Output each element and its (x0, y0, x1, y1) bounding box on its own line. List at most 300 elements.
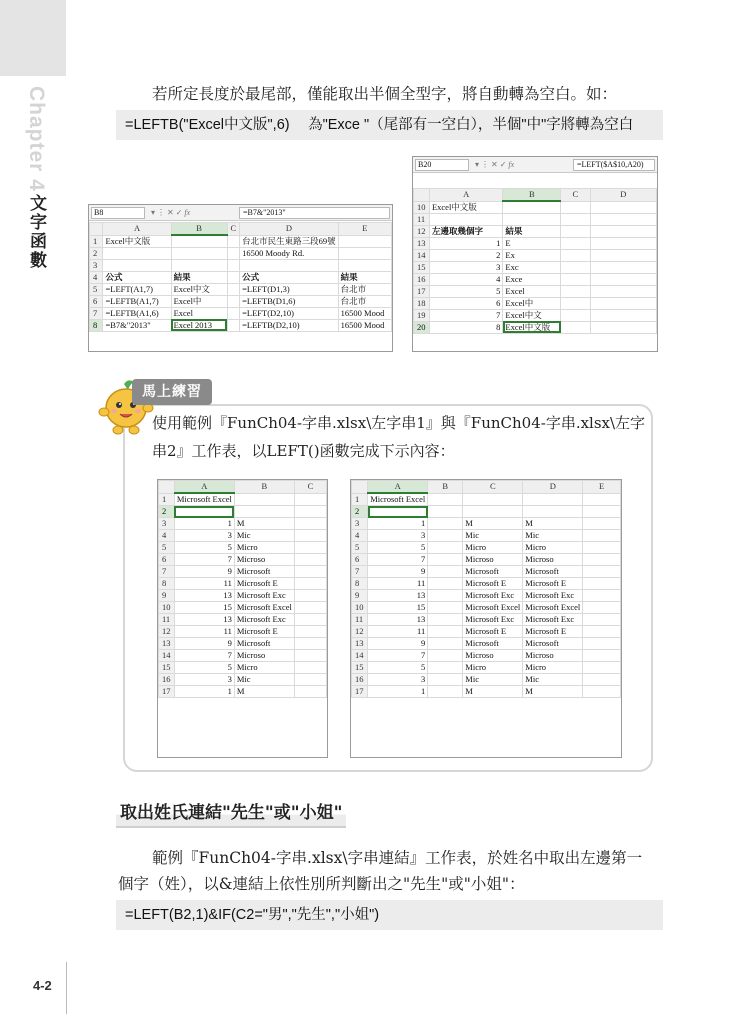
cell[interactable] (583, 638, 621, 650)
cell[interactable]: Microso (463, 650, 523, 662)
cell[interactable] (428, 602, 463, 614)
column-header[interactable]: C (227, 223, 240, 236)
row-header[interactable]: 8 (90, 319, 103, 331)
column-header[interactable]: B (171, 223, 227, 236)
cell[interactable] (428, 638, 463, 650)
column-header[interactable]: D (590, 189, 656, 202)
row-header[interactable]: 1 (90, 235, 103, 247)
row-header[interactable]: 1 (352, 493, 368, 506)
cell[interactable]: Exce (503, 273, 561, 285)
cell[interactable] (561, 309, 590, 321)
cell[interactable] (428, 626, 463, 638)
cell[interactable] (523, 506, 583, 518)
row-header[interactable]: 5 (352, 542, 368, 554)
cell[interactable]: 公式 (103, 271, 171, 283)
cell[interactable]: Microsoft E (463, 626, 523, 638)
cell[interactable]: 1 (368, 686, 428, 698)
cell[interactable]: Mic (234, 674, 294, 686)
cell[interactable] (227, 247, 240, 259)
cell[interactable] (294, 518, 326, 530)
select-all-corner[interactable] (159, 481, 175, 494)
cell[interactable]: 7 (368, 650, 428, 662)
cell[interactable] (561, 213, 590, 225)
cell[interactable] (338, 247, 391, 259)
cell[interactable]: Microsoft Exc (463, 614, 523, 626)
cell[interactable] (174, 506, 234, 518)
cell[interactable]: 3 (174, 674, 234, 686)
row-header[interactable]: 11 (414, 213, 430, 225)
row-header[interactable]: 2 (90, 247, 103, 259)
cell[interactable]: Microsoft (463, 638, 523, 650)
row-header[interactable]: 18 (414, 297, 430, 309)
cell[interactable]: Microsoft (234, 638, 294, 650)
row-header[interactable]: 13 (352, 638, 368, 650)
cell[interactable]: 15 (368, 602, 428, 614)
cell[interactable]: 3 (174, 530, 234, 542)
row-header[interactable]: 3 (352, 518, 368, 530)
cell[interactable]: =LEFTB(A1,7) (103, 295, 171, 307)
cell[interactable]: Micro (523, 542, 583, 554)
cell[interactable]: Ex (503, 249, 561, 261)
row-header[interactable]: 20 (414, 321, 430, 333)
column-header[interactable]: E (583, 481, 621, 494)
cell[interactable]: E (503, 237, 561, 249)
cell[interactable] (294, 493, 326, 506)
column-header[interactable]: B (234, 481, 294, 494)
cell[interactable]: 13 (368, 614, 428, 626)
column-header[interactable]: E (338, 223, 391, 236)
row-header[interactable]: 16 (352, 674, 368, 686)
cell[interactable] (294, 506, 326, 518)
column-header[interactable]: A (368, 481, 428, 494)
cell[interactable]: 1 (174, 686, 234, 698)
cell[interactable]: 9 (174, 566, 234, 578)
cell[interactable]: Excel中 (503, 297, 561, 309)
row-header[interactable]: 17 (352, 686, 368, 698)
row-header[interactable]: 15 (352, 662, 368, 674)
cell[interactable]: 13 (174, 614, 234, 626)
cell[interactable]: 13 (174, 590, 234, 602)
row-header[interactable]: 15 (159, 662, 175, 674)
cell[interactable]: M (463, 686, 523, 698)
row-header[interactable]: 15 (414, 261, 430, 273)
cell[interactable] (227, 259, 240, 271)
column-header[interactable]: B (503, 189, 561, 202)
cell[interactable]: 5 (174, 662, 234, 674)
cell[interactable] (294, 590, 326, 602)
cell[interactable]: Microsoft E (523, 626, 583, 638)
cell[interactable] (590, 237, 656, 249)
cell[interactable]: Microsoft (234, 566, 294, 578)
cell[interactable]: =LEFTB(D1,6) (240, 295, 339, 307)
select-all-corner[interactable] (90, 223, 103, 236)
cell[interactable] (583, 602, 621, 614)
row-header[interactable]: 10 (414, 201, 430, 213)
cell[interactable] (294, 686, 326, 698)
cell[interactable] (227, 271, 240, 283)
cell[interactable] (523, 493, 583, 506)
cell[interactable] (583, 662, 621, 674)
cell[interactable] (428, 542, 463, 554)
cell[interactable]: 台北市 (338, 283, 391, 295)
row-header[interactable]: 17 (159, 686, 175, 698)
cell[interactable] (428, 566, 463, 578)
cell[interactable] (338, 235, 391, 247)
cell[interactable] (294, 650, 326, 662)
row-header[interactable]: 4 (90, 271, 103, 283)
cell[interactable] (294, 530, 326, 542)
cell[interactable]: Micro (523, 662, 583, 674)
cell[interactable] (561, 321, 590, 333)
cell[interactable] (103, 247, 171, 259)
cell[interactable]: =B7&"2013" (103, 319, 171, 331)
cell[interactable]: Micro (463, 542, 523, 554)
cell[interactable] (227, 319, 240, 331)
cell[interactable]: Microsoft E (234, 626, 294, 638)
cell[interactable]: 3 (429, 261, 502, 273)
row-header[interactable]: 9 (352, 590, 368, 602)
cell[interactable] (294, 614, 326, 626)
cell[interactable] (227, 235, 240, 247)
cell[interactable] (368, 506, 428, 518)
cell[interactable]: 9 (368, 566, 428, 578)
cell[interactable] (294, 662, 326, 674)
cell[interactable]: Microsoft Excel (523, 602, 583, 614)
cell[interactable]: 11 (368, 578, 428, 590)
cell[interactable]: Exc (503, 261, 561, 273)
cell[interactable]: 8 (429, 321, 502, 333)
cell[interactable] (561, 297, 590, 309)
cell[interactable] (171, 235, 227, 247)
cell[interactable] (294, 602, 326, 614)
row-header[interactable]: 7 (90, 307, 103, 319)
row-header[interactable]: 6 (90, 295, 103, 307)
row-header[interactable]: 1 (159, 493, 175, 506)
column-header[interactable]: A (103, 223, 171, 236)
cell[interactable] (428, 674, 463, 686)
cell[interactable] (583, 578, 621, 590)
cell[interactable]: Microsoft E (523, 578, 583, 590)
cell[interactable]: Micro (463, 662, 523, 674)
column-header[interactable]: C (294, 481, 326, 494)
cell[interactable] (227, 295, 240, 307)
cell[interactable] (428, 662, 463, 674)
cell[interactable] (294, 542, 326, 554)
cell[interactable]: Mic (523, 530, 583, 542)
cell[interactable] (583, 506, 621, 518)
cell[interactable]: Microsoft Excel (368, 493, 428, 506)
cell[interactable]: Excel中文版 (503, 321, 561, 333)
cell[interactable] (583, 686, 621, 698)
cell[interactable] (234, 506, 294, 518)
row-header[interactable]: 12 (414, 225, 430, 237)
cell[interactable]: M (234, 686, 294, 698)
cell[interactable]: 7 (174, 650, 234, 662)
cell[interactable]: 7 (174, 554, 234, 566)
cell[interactable]: M (523, 518, 583, 530)
formula-input[interactable]: =LEFT($A$10,A20) (573, 159, 655, 171)
row-header[interactable]: 6 (352, 554, 368, 566)
cell[interactable]: Mic (523, 674, 583, 686)
cell[interactable]: =LEFT(D2,10) (240, 307, 339, 319)
cell[interactable]: 1 (368, 518, 428, 530)
row-header[interactable]: 4 (352, 530, 368, 542)
cell[interactable]: =LEFTB(D2,10) (240, 319, 339, 331)
column-header[interactable]: A (429, 189, 502, 202)
cell[interactable]: 左邊取幾個字 (429, 225, 502, 237)
column-header[interactable]: A (174, 481, 234, 494)
cell[interactable]: 15 (174, 602, 234, 614)
cell[interactable] (463, 506, 523, 518)
cell[interactable]: 台北市民生東路三段69號 (240, 235, 339, 247)
cell[interactable] (294, 626, 326, 638)
cell[interactable]: Excel中文 (503, 309, 561, 321)
cell[interactable]: Excel中 (171, 295, 227, 307)
cell[interactable]: 11 (174, 578, 234, 590)
name-box[interactable]: B20 (415, 159, 469, 171)
select-all-corner[interactable] (414, 189, 430, 202)
row-header[interactable]: 17 (414, 285, 430, 297)
name-box[interactable]: B8 (91, 207, 145, 219)
cell[interactable] (428, 650, 463, 662)
cell[interactable] (561, 225, 590, 237)
cell[interactable] (234, 493, 294, 506)
cell[interactable]: 5 (368, 542, 428, 554)
cell[interactable]: Excel中文版 (429, 201, 502, 213)
formula-input[interactable]: =B7&"2013" (239, 207, 390, 219)
cell[interactable] (590, 321, 656, 333)
row-header[interactable]: 12 (352, 626, 368, 638)
cell[interactable] (583, 650, 621, 662)
cell[interactable] (240, 259, 339, 271)
cell[interactable] (561, 201, 590, 213)
row-header[interactable]: 19 (414, 309, 430, 321)
cell[interactable] (590, 273, 656, 285)
cell[interactable] (428, 506, 463, 518)
cell[interactable] (428, 554, 463, 566)
cell[interactable] (294, 674, 326, 686)
row-header[interactable]: 3 (159, 518, 175, 530)
cell[interactable]: 結果 (171, 271, 227, 283)
cell[interactable]: 結果 (338, 271, 391, 283)
cell[interactable]: 台北市 (338, 295, 391, 307)
cell[interactable] (590, 213, 656, 225)
cell[interactable] (428, 493, 463, 506)
cell[interactable] (583, 493, 621, 506)
cell[interactable]: 11 (174, 626, 234, 638)
cell[interactable] (561, 273, 590, 285)
sheet-grid (89, 222, 392, 332)
cell[interactable] (294, 566, 326, 578)
cell[interactable]: Microsoft (523, 566, 583, 578)
cell[interactable] (590, 285, 656, 297)
cell[interactable] (590, 309, 656, 321)
cell[interactable]: 16500 Mood (338, 307, 391, 319)
cell[interactable] (428, 530, 463, 542)
row-header[interactable]: 5 (159, 542, 175, 554)
column-header[interactable]: B (428, 481, 463, 494)
cell[interactable]: Microso (523, 554, 583, 566)
row-header[interactable]: 13 (414, 237, 430, 249)
cell[interactable]: 4 (429, 273, 502, 285)
cell[interactable] (428, 578, 463, 590)
cell[interactable] (428, 590, 463, 602)
row-header[interactable]: 4 (159, 530, 175, 542)
row-header[interactable]: 5 (90, 283, 103, 295)
cell[interactable] (583, 614, 621, 626)
cell[interactable]: 1 (174, 518, 234, 530)
cell[interactable] (428, 614, 463, 626)
cell[interactable] (590, 249, 656, 261)
cell[interactable] (294, 638, 326, 650)
row-header[interactable]: 14 (352, 650, 368, 662)
row-header[interactable]: 12 (159, 626, 175, 638)
cell[interactable]: 7 (368, 554, 428, 566)
cell[interactable]: Microsoft E (234, 578, 294, 590)
cell[interactable]: Micro (234, 662, 294, 674)
cell[interactable] (171, 259, 227, 271)
cell[interactable]: Excel (503, 285, 561, 297)
row-header[interactable]: 16 (414, 273, 430, 285)
cell[interactable]: Microso (234, 650, 294, 662)
cell[interactable] (294, 578, 326, 590)
cell[interactable] (503, 213, 561, 225)
cell[interactable]: M (523, 686, 583, 698)
cell[interactable] (428, 686, 463, 698)
row-header[interactable]: 7 (352, 566, 368, 578)
row-header[interactable]: 2 (159, 506, 175, 518)
cell[interactable] (583, 626, 621, 638)
cell[interactable]: Microsoft Exc (234, 614, 294, 626)
cell[interactable]: Micro (234, 542, 294, 554)
cell[interactable]: 3 (368, 674, 428, 686)
cell[interactable] (583, 542, 621, 554)
cell[interactable]: 5 (174, 542, 234, 554)
row-header[interactable]: 16 (159, 674, 175, 686)
cell[interactable] (561, 249, 590, 261)
cell[interactable]: 1 (429, 237, 502, 249)
cell[interactable] (561, 261, 590, 273)
cell[interactable] (227, 307, 240, 319)
column-header[interactable]: C (561, 189, 590, 202)
cell[interactable]: Microsoft Exc (234, 590, 294, 602)
cell[interactable] (428, 518, 463, 530)
cell[interactable]: 5 (368, 662, 428, 674)
cell[interactable] (294, 554, 326, 566)
cell[interactable]: 16500 Moody Rd. (240, 247, 339, 259)
cell[interactable] (429, 213, 502, 225)
cell[interactable]: 11 (368, 626, 428, 638)
cell[interactable]: =LEFT(D1,3) (240, 283, 339, 295)
cell[interactable]: Microsoft (463, 566, 523, 578)
cell[interactable] (171, 247, 227, 259)
cell[interactable]: 2 (429, 249, 502, 261)
cell[interactable] (583, 674, 621, 686)
row-header[interactable]: 9 (159, 590, 175, 602)
row-header[interactable]: 10 (352, 602, 368, 614)
cell[interactable] (503, 201, 561, 213)
cell[interactable]: 結果 (503, 225, 561, 237)
cell[interactable]: Microsoft Exc (523, 590, 583, 602)
row-header[interactable]: 11 (159, 614, 175, 626)
cell[interactable]: =LEFTB(A1,6) (103, 307, 171, 319)
cell[interactable]: M (234, 518, 294, 530)
cell[interactable]: Microsoft (523, 638, 583, 650)
cell[interactable]: 13 (368, 590, 428, 602)
column-header[interactable]: D (240, 223, 339, 236)
cell[interactable]: =LEFT(A1,7) (103, 283, 171, 295)
cell[interactable]: 9 (368, 638, 428, 650)
cell[interactable]: 7 (429, 309, 502, 321)
cell[interactable] (590, 201, 656, 213)
cell[interactable] (227, 283, 240, 295)
cell[interactable]: Microsoft Exc (523, 614, 583, 626)
cell[interactable]: Microsoft Excel (174, 493, 234, 506)
cell[interactable] (583, 590, 621, 602)
cell[interactable] (338, 259, 391, 271)
cell[interactable] (583, 554, 621, 566)
cell[interactable]: Mic (234, 530, 294, 542)
row-header[interactable]: 8 (159, 578, 175, 590)
cell[interactable]: Microso (523, 650, 583, 662)
column-header[interactable]: C (463, 481, 523, 494)
row-header[interactable]: 6 (159, 554, 175, 566)
cell[interactable] (561, 285, 590, 297)
cell[interactable]: 5 (429, 285, 502, 297)
cell[interactable]: 16500 Mood (338, 319, 391, 331)
cell[interactable]: Microsoft Exc (463, 590, 523, 602)
cell[interactable]: Mic (463, 530, 523, 542)
cell[interactable] (590, 297, 656, 309)
cell[interactable] (590, 225, 656, 237)
row-header[interactable]: 11 (352, 614, 368, 626)
cell[interactable] (583, 566, 621, 578)
row-header[interactable]: 14 (159, 650, 175, 662)
cell[interactable]: 公式 (240, 271, 339, 283)
cell[interactable]: Microsoft Excel (234, 602, 294, 614)
cell[interactable] (463, 493, 523, 506)
cell[interactable]: Excel (171, 307, 227, 319)
cell[interactable]: Mic (463, 674, 523, 686)
cell[interactable] (103, 259, 171, 271)
column-header[interactable]: D (523, 481, 583, 494)
cell[interactable]: Microsoft E (463, 578, 523, 590)
row-header[interactable]: 13 (159, 638, 175, 650)
cell[interactable]: Excel中文 (171, 283, 227, 295)
cell[interactable]: Microsoft Excel (463, 602, 523, 614)
row-header[interactable]: 7 (159, 566, 175, 578)
row-header[interactable]: 14 (414, 249, 430, 261)
row-header[interactable]: 2 (352, 506, 368, 518)
cell[interactable]: M (463, 518, 523, 530)
cell[interactable] (583, 518, 621, 530)
row-header[interactable]: 8 (352, 578, 368, 590)
cell[interactable]: Microso (234, 554, 294, 566)
select-all-corner[interactable] (352, 481, 368, 494)
cell[interactable] (590, 261, 656, 273)
cell[interactable] (583, 530, 621, 542)
column-header-row (414, 189, 657, 202)
cell[interactable] (561, 237, 590, 249)
cell[interactable]: Excel中文版 (103, 235, 171, 247)
cell[interactable]: Excel 2013 (171, 319, 227, 331)
cell[interactable]: Microso (463, 554, 523, 566)
row-header[interactable]: 3 (90, 259, 103, 271)
cell[interactable]: 9 (174, 638, 234, 650)
cell[interactable]: 3 (368, 530, 428, 542)
cell[interactable]: 6 (429, 297, 502, 309)
row-header[interactable]: 10 (159, 602, 175, 614)
